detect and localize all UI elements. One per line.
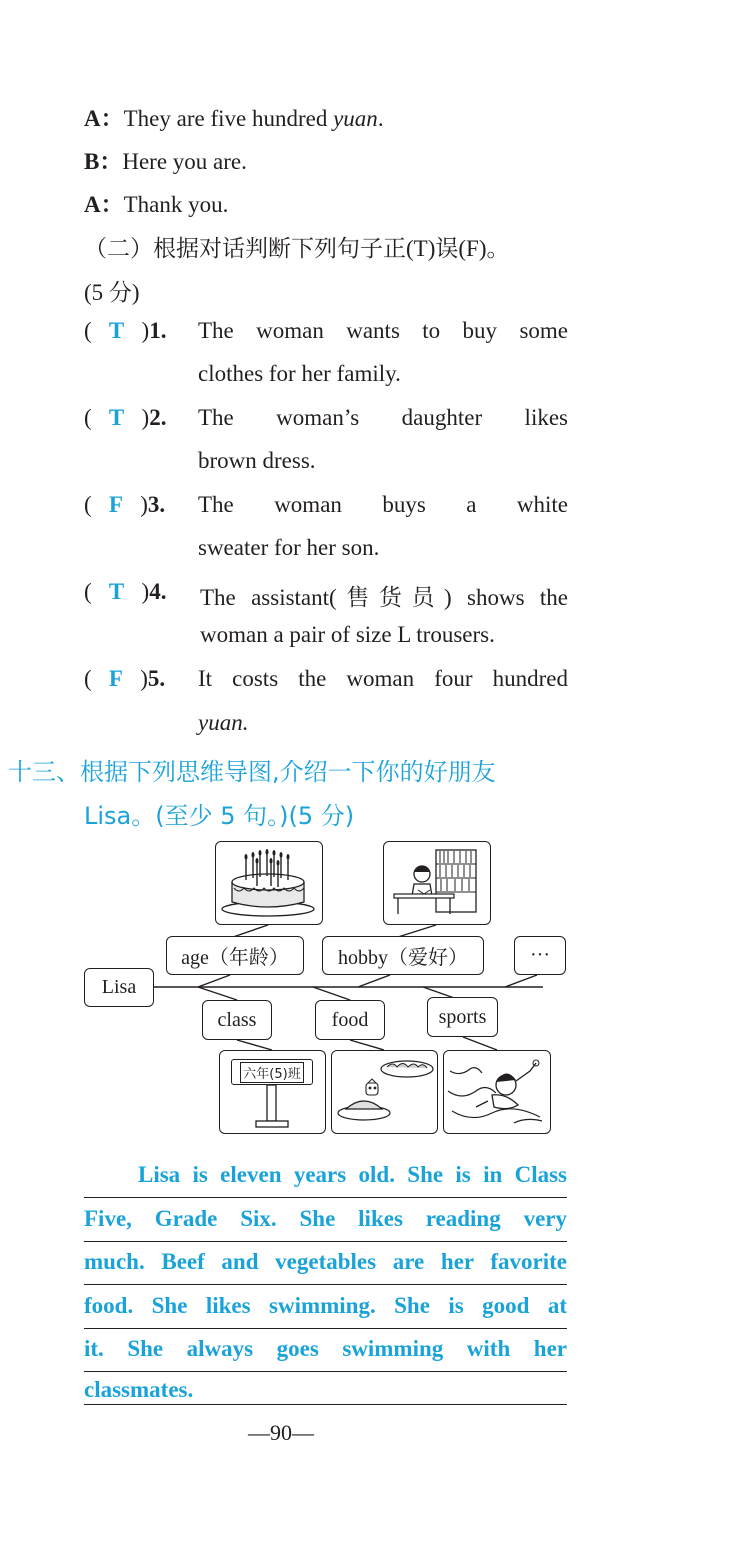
speaker-label: B [84,149,100,174]
question-text-line2: woman a pair of size L trousers. [200,622,495,647]
section-13-subtitle: Lisa。(至少 5 句。)(5 分) [84,802,355,830]
part2-score: (5 分) [84,280,140,305]
speaker-colon: ： [100,106,124,131]
answer-bracket: ( F )5. [84,666,166,691]
question-number: 5. [147,666,166,691]
essay-line-3: much. Beef and vegetables are her favorite [84,1242,567,1285]
question-text-line2: brown dress. [198,448,316,473]
answer-bracket: ( F )3. [84,492,166,517]
question-text-line2: clothes for her family. [198,361,401,386]
food-illustration [331,1050,438,1134]
speaker-label: A [84,106,101,131]
answer-bracket: ( T )4. [84,579,167,604]
answer-mark: T [108,579,125,604]
question-number: 4. [149,579,167,604]
mindmap-node-class: class [202,1000,272,1040]
question-number: 2. [149,405,167,430]
question-text-line1: The woman’s daughter likes [198,405,568,430]
cake-illustration [215,841,323,925]
answer-mark: F [108,492,123,517]
essay-line-5: it. She always goes swimming with her [84,1329,567,1372]
question-text-line2: yuan. [198,710,249,735]
page-number: —90— [248,1420,314,1445]
speaker-label: A [84,192,101,217]
question-text-line1: The assistant(售货员) shows the [200,585,568,610]
mindmap-node-hobby: hobby（爱好） [322,936,484,975]
mindmap-node-sports: sports [427,997,498,1037]
essay-line-4: food. She likes swimming. She is good at [84,1286,567,1329]
mindmap-node-food: food [315,1000,385,1040]
question-text-line2: sweater for her son. [198,535,380,560]
mindmap-node-more: ··· [514,936,566,975]
swimming-illustration [443,1050,551,1134]
answer-mark: T [108,405,125,430]
answer-bracket: ( T )2. [84,405,167,430]
dialogue-end: . [377,106,384,131]
essay-line-2: Five, Grade Six. She likes reading very [84,1199,567,1242]
question-text-line1: The woman buys a white [198,492,568,517]
mindmap-center-node: Lisa [84,968,154,1007]
question-text-line1: It costs the woman four hundred [198,666,568,691]
answer-bracket: ( T )1. [84,318,167,343]
question-number: 1. [149,318,167,343]
answer-mark: F [108,666,123,691]
mindmap-node-age: age（年龄） [166,936,304,975]
speaker-colon: ： [99,149,123,174]
class-sign-illustration [219,1050,326,1134]
dialogue-text: Thank you. [123,192,229,217]
section-13-title: 十三、根据下列思维导图,介绍一下你的好朋友 [8,758,496,786]
part2-title: （二）根据对话判断下列句子正(T)误(F)。 [84,236,510,261]
reading-illustration [383,841,491,925]
class-sign-text: 六年(5)班 [240,1062,303,1083]
answer-mark: T [108,318,125,343]
dialogue-text: They are five hundred [123,106,334,131]
speaker-colon: ： [100,192,124,217]
question-text-line1: The woman wants to buy some [198,318,568,343]
question-number: 3. [147,492,166,517]
dialogue-italic-word: yuan [333,106,378,131]
essay-line-6: classmates. [84,1373,567,1405]
dialogue-text: Here you are. [122,149,247,174]
essay-line-1: Lisa is eleven years old. She is in Class [84,1155,567,1198]
